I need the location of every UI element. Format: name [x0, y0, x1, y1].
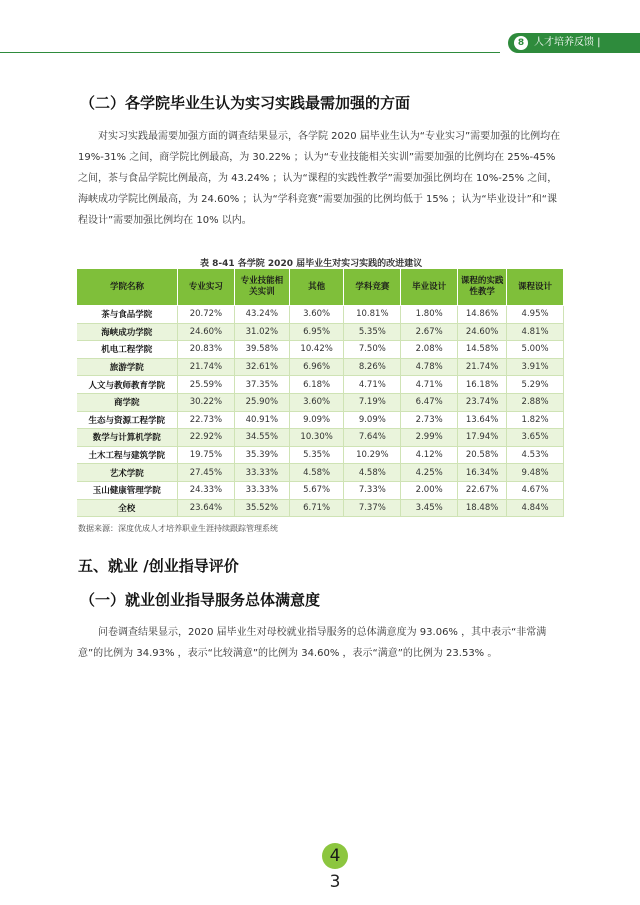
section-heading-internship: （二）各学院毕业生认为实习实践最需加强的方面	[80, 94, 411, 112]
college-name-cell: 艺术学院	[77, 464, 178, 482]
percent-cell: 6.96%	[289, 358, 344, 376]
percent-cell: 37.35%	[234, 376, 289, 394]
table-row	[77, 306, 564, 324]
col-header-competition: 学科竞赛	[344, 269, 401, 306]
college-name-cell: 旅游学院	[77, 358, 178, 376]
percent-cell: 1.82%	[507, 411, 564, 429]
college-name-cell: 全校	[77, 499, 178, 517]
percent-cell: 2.88%	[507, 393, 564, 411]
percent-cell: 19.75%	[178, 446, 235, 464]
percent-cell: 5.00%	[507, 341, 564, 359]
percent-cell: 24.60%	[458, 323, 507, 341]
percent-cell: 4.84%	[507, 499, 564, 517]
college-name-cell: 生态与资源工程学院	[77, 411, 178, 429]
percent-cell: 17.94%	[458, 429, 507, 447]
percent-cell: 4.58%	[289, 464, 344, 482]
percent-cell: 33.33%	[234, 481, 289, 499]
satisfaction-paragraph-text: 问卷调查结果显示，2020 届毕业生对母校就业指导服务的总体满意度为 93.06% ，其中表示“非常满意”的比例为 34.93% ，表示“比较满意”的比例为 34.60% ，表示“满意”的比例为 23.53% 。	[78, 627, 547, 659]
percent-cell: 2.00%	[401, 481, 458, 499]
college-name-cell: 人文与教师教育学院	[77, 376, 178, 394]
percent-cell: 43.24%	[234, 306, 289, 324]
percent-cell: 34.55%	[234, 429, 289, 447]
percent-cell: 32.61%	[234, 358, 289, 376]
college-name-cell: 茶与食品学院	[77, 306, 178, 324]
table-row	[77, 358, 564, 376]
chapter-title: 人才培养反馈 |	[534, 37, 601, 48]
percent-cell: 21.74%	[178, 358, 235, 376]
percent-cell: 3.60%	[289, 306, 344, 324]
chapter-number: 8	[514, 36, 528, 50]
percent-cell: 3.45%	[401, 499, 458, 517]
percent-cell: 14.86%	[458, 306, 507, 324]
percent-cell: 2.99%	[401, 429, 458, 447]
percent-cell: 3.65%	[507, 429, 564, 447]
percent-cell: 10.42%	[289, 341, 344, 359]
percent-cell: 30.22%	[178, 393, 235, 411]
table-row	[77, 446, 564, 464]
college-name-cell: 土木工程与建筑学院	[77, 446, 178, 464]
percent-cell: 18.48%	[458, 499, 507, 517]
col-header-skills-training: 专业技能相关实训	[234, 269, 289, 306]
percent-cell: 22.67%	[458, 481, 507, 499]
percent-cell: 35.52%	[234, 499, 289, 517]
col-header-graduation-design: 毕业设计	[401, 269, 458, 306]
percent-cell: 4.81%	[507, 323, 564, 341]
percent-cell: 4.95%	[507, 306, 564, 324]
percent-cell: 20.72%	[178, 306, 235, 324]
percent-cell: 2.08%	[401, 341, 458, 359]
percent-cell: 6.18%	[289, 376, 344, 394]
percent-cell: 24.60%	[178, 323, 235, 341]
page-header	[0, 0, 640, 60]
percent-cell: 4.53%	[507, 446, 564, 464]
percent-cell: 9.09%	[289, 411, 344, 429]
table-caption: 表 8-41 各学院 2020 届毕业生对实习实践的改进建议	[200, 259, 423, 269]
percent-cell: 14.58%	[458, 341, 507, 359]
table-row	[77, 499, 564, 517]
percent-cell: 39.58%	[234, 341, 289, 359]
table-row	[77, 393, 564, 411]
percent-cell: 6.71%	[289, 499, 344, 517]
percent-cell: 1.80%	[401, 306, 458, 324]
percent-cell: 3.91%	[507, 358, 564, 376]
percent-cell: 20.58%	[458, 446, 507, 464]
table-header-row	[77, 269, 564, 306]
satisfaction-paragraph	[78, 622, 566, 664]
percent-cell: 4.67%	[507, 481, 564, 499]
subsection-heading-satisfaction: （一）就业创业指导服务总体满意度	[80, 591, 321, 609]
percent-cell: 2.73%	[401, 411, 458, 429]
percent-cell: 4.58%	[344, 464, 401, 482]
percent-cell: 20.83%	[178, 341, 235, 359]
percent-cell: 4.71%	[401, 376, 458, 394]
percent-cell: 10.30%	[289, 429, 344, 447]
percent-cell: 5.67%	[289, 481, 344, 499]
table-row	[77, 429, 564, 447]
table-row	[77, 341, 564, 359]
percent-cell: 9.09%	[344, 411, 401, 429]
table-row	[77, 481, 564, 499]
percent-cell: 31.02%	[234, 323, 289, 341]
percent-cell: 25.90%	[234, 393, 289, 411]
percent-cell: 7.33%	[344, 481, 401, 499]
percent-cell: 13.64%	[458, 411, 507, 429]
percent-cell: 10.29%	[344, 446, 401, 464]
percent-cell: 2.67%	[401, 323, 458, 341]
percent-cell: 7.19%	[344, 393, 401, 411]
table-row	[77, 464, 564, 482]
table-row	[77, 411, 564, 429]
header-rule	[0, 52, 500, 53]
percent-cell: 16.34%	[458, 464, 507, 482]
percent-cell: 10.81%	[344, 306, 401, 324]
percent-cell: 5.35%	[289, 446, 344, 464]
page-number-second-digit: 3	[329, 872, 341, 892]
table-row	[77, 376, 564, 394]
percent-cell: 3.60%	[289, 393, 344, 411]
percent-cell: 7.37%	[344, 499, 401, 517]
percent-cell: 7.50%	[344, 341, 401, 359]
percent-cell: 35.39%	[234, 446, 289, 464]
table-row	[77, 323, 564, 341]
percent-cell: 5.29%	[507, 376, 564, 394]
col-header-other: 其他	[289, 269, 344, 306]
college-name-cell: 机电工程学院	[77, 341, 178, 359]
percent-cell: 7.64%	[344, 429, 401, 447]
percent-cell: 23.74%	[458, 393, 507, 411]
percent-cell: 6.47%	[401, 393, 458, 411]
percent-cell: 24.33%	[178, 481, 235, 499]
percent-cell: 25.59%	[178, 376, 235, 394]
percent-cell: 33.33%	[234, 464, 289, 482]
percent-cell: 40.91%	[234, 411, 289, 429]
col-header-practical-teaching: 课程的实践性教学	[458, 269, 507, 306]
internship-paragraph	[78, 126, 566, 231]
col-header-course-design: 课程设计	[507, 269, 564, 306]
percent-cell: 5.35%	[344, 323, 401, 341]
percent-cell: 27.45%	[178, 464, 235, 482]
percent-cell: 23.64%	[178, 499, 235, 517]
table-body	[77, 306, 564, 517]
percent-cell: 22.73%	[178, 411, 235, 429]
percent-cell: 6.95%	[289, 323, 344, 341]
percent-cell: 4.12%	[401, 446, 458, 464]
internship-paragraph-text: 对实习实践最需要加强方面的调查结果显示，各学院 2020 届毕业生认为“专业实习”需要加强的比例均在 19%-31% 之间，商学院比例最高，为 30.22% ；认为“专业技能相关实训”需要加强的比例均在 25%-45% 之间，茶与食品学院比例最高，为 43.24% ；认为“课程的实践性教学”需要加强比例均在 10%-25% 之间，海峡成功学院比例最高，为 24.60% ；认为“学科竞赛”需要加强的比例均低于 15% ；认为“毕业设计”和“课程设计”需要加强比例均在 10% 以内。	[78, 131, 561, 226]
col-header-internship: 专业实习	[178, 269, 235, 306]
page-number-badge: 4	[322, 843, 348, 869]
college-name-cell: 海峡成功学院	[77, 323, 178, 341]
percent-cell: 4.78%	[401, 358, 458, 376]
internship-improvement-table	[76, 268, 564, 517]
col-header-college: 学院名称	[77, 269, 178, 306]
percent-cell: 22.92%	[178, 429, 235, 447]
percent-cell: 4.71%	[344, 376, 401, 394]
percent-cell: 21.74%	[458, 358, 507, 376]
percent-cell: 9.48%	[507, 464, 564, 482]
percent-cell: 8.26%	[344, 358, 401, 376]
data-source-note: 数据来源：深度优成人才培养职业生涯持续跟踪管理系统	[78, 524, 278, 533]
college-name-cell: 玉山健康管理学院	[77, 481, 178, 499]
section-heading-guidance: 五、就业 /创业指导评价	[78, 557, 239, 575]
college-name-cell: 商学院	[77, 393, 178, 411]
percent-cell: 4.25%	[401, 464, 458, 482]
percent-cell: 16.18%	[458, 376, 507, 394]
college-name-cell: 数学与计算机学院	[77, 429, 178, 447]
